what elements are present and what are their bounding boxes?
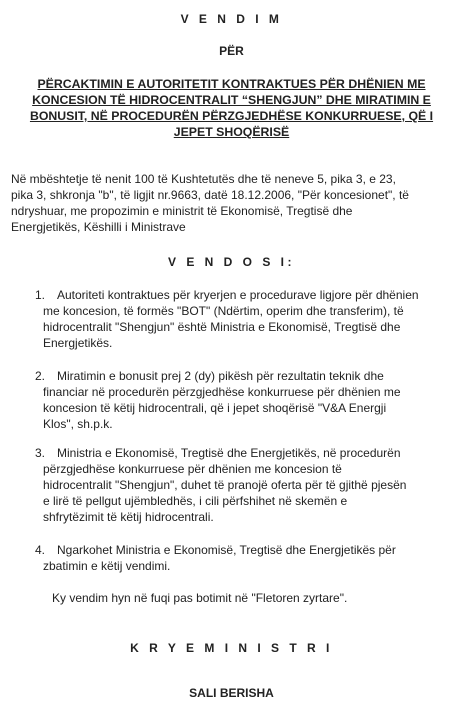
intro-line: Energjetikës, Këshilli i Ministrave xyxy=(11,220,186,234)
item-line: koncesion të këtij hidrocentrali, që i jepet shoqërisë "V&A Energji xyxy=(43,401,387,415)
item-number: 3. xyxy=(35,446,46,460)
intro-paragraph xyxy=(11,171,451,235)
signer-title: K R Y E M I N I S T R I xyxy=(130,641,333,655)
decision-item-3 xyxy=(35,445,450,525)
item-line: Klos", sh.p.k. xyxy=(43,417,113,431)
title-line: BONUSIT, NË PROCEDURËN PËRZGJEDHËSE KONKURRUESE, QË I xyxy=(29,109,434,123)
item-number: 4. xyxy=(35,543,46,557)
closing-sentence: Ky vendim hyn në fuqi pas botimit në "Fletoren zyrtare". xyxy=(52,591,348,605)
decision-item-4 xyxy=(35,542,450,574)
item-line: zbatimin e këtij vendimi. xyxy=(43,559,171,573)
title-line: PËRCAKTIMIN E AUTORITETIT KONTRAKTUES PËR DHËNIEN ME xyxy=(37,77,426,91)
item-line: shfrytëzimit të këtij hidrocentrali. xyxy=(43,510,214,524)
item-line: hidrocentralit "Shengjun", duhet të pranojë oferta për të gjithë pjesën xyxy=(43,478,407,492)
decision-item-1 xyxy=(35,287,450,351)
item-number: 2. xyxy=(35,369,46,383)
item-number: 1. xyxy=(35,288,46,302)
document-title xyxy=(18,76,445,140)
item-line: me koncesion, të formës "BOT" (Ndërtim, operim dhe transferim), të xyxy=(43,304,404,318)
title-line: KONCESION TË HIDROCENTRALIT “SHENGJUN” DHE MIRATIMIN E xyxy=(32,93,431,107)
item-line: përzgjedhëse konkurruese për dhënien me koncesion të xyxy=(43,462,342,476)
per-label: PËR xyxy=(219,44,244,58)
item-line: Ngarkohet Ministria e Ekonomisë, Tregtisë dhe Energjetikës për xyxy=(57,543,396,557)
title-line: JEPET SHOQËRISË xyxy=(173,125,290,139)
item-line: Energjetikës. xyxy=(43,336,113,350)
item-line: Autoriteti kontraktues për kryerjen e procedurave ligjore për dhënien xyxy=(57,288,419,302)
intro-line: ndryshuar, me propozimin e ministrit të Ekonomisë, Tregtisë dhe xyxy=(11,204,353,218)
document-heading: V E N D I M xyxy=(180,12,283,26)
item-line: financiar në procedurën përzgjedhëse konkurruese për dhënien me xyxy=(43,385,401,399)
decision-item-2 xyxy=(35,368,450,432)
item-line: hidrocentralit "Shengjun" është Ministria e Ekonomisë, Tregtisë dhe xyxy=(43,320,401,334)
intro-line: Në mbështetje të nenit 100 të Kushtetutës dhe të neneve 5, pika 3, e 23, xyxy=(11,172,396,186)
item-line: Miratimin e bonusit prej 2 (dy) pikësh për rezultatin teknik dhe xyxy=(57,369,384,383)
item-line: e lirë të pellgut ujëmbledhës, i cili përfshihet në skemën e xyxy=(43,494,348,508)
intro-line: pika 3, shkronja "b", të ligjit nr.9663, datë 18.12.2006, "Për koncesionet", të xyxy=(11,188,409,202)
signer-name: SALI BERISHA xyxy=(189,686,274,700)
vendosi-heading: V E N D O S I: xyxy=(167,255,295,269)
item-line: Ministria e Ekonomisë, Tregtisë dhe Energjetikës, në procedurën xyxy=(57,446,401,460)
